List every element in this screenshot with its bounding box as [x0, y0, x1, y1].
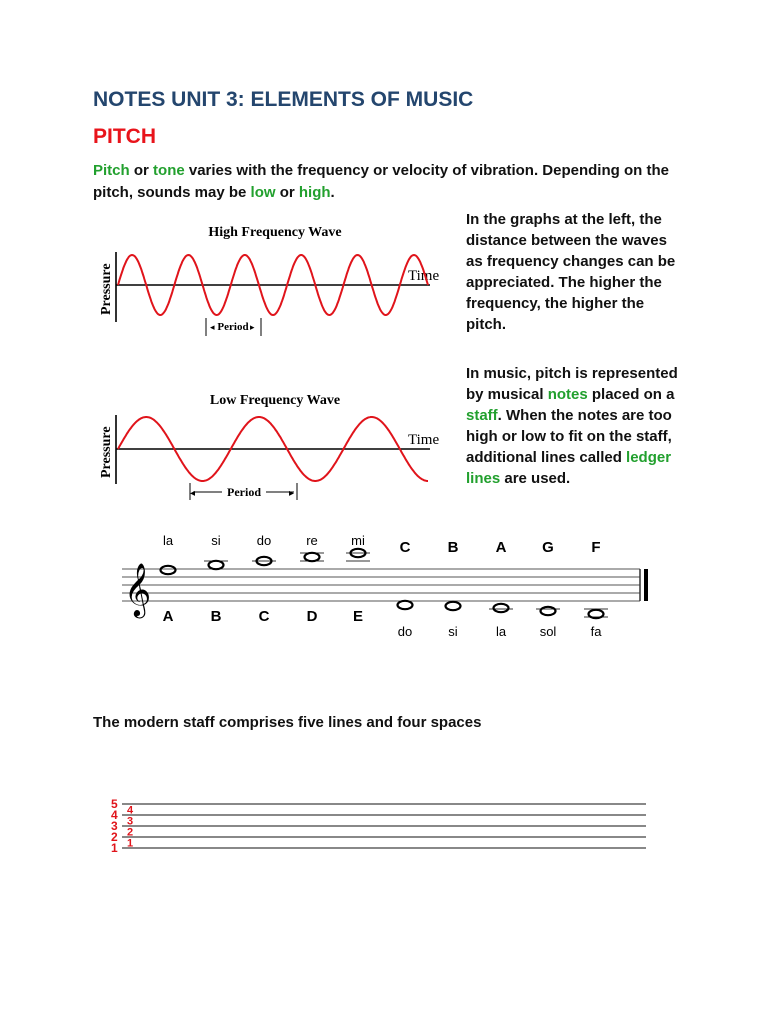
lower-letter-label: B [447, 539, 459, 556]
whole-note [398, 601, 413, 609]
explanation-text: In music, pitch is represented by musical [466, 365, 678, 403]
page-title: NOTES UNIT 3: ELEMENTS OF MUSIC [93, 88, 474, 111]
lower-solfege-label: fa [590, 624, 602, 639]
line-number: 3 [111, 819, 118, 833]
space-number: 1 [127, 837, 134, 850]
whole-note [589, 610, 604, 618]
upper-notes-group [161, 533, 371, 625]
high-wave-y-label: Pressure [99, 263, 114, 315]
whole-note [494, 604, 509, 612]
period-arrow-right-icon: ▸ [250, 322, 255, 332]
explanation-text: placed on a [587, 386, 675, 403]
whole-note [209, 561, 224, 569]
term-low: low [250, 184, 276, 201]
term-staff: staff [466, 407, 498, 424]
line-number: 4 [111, 808, 118, 822]
term-high: high [298, 184, 331, 201]
low-wave-y-label: Pressure [99, 426, 114, 478]
high-wave-curve [118, 255, 428, 315]
low-wave-title: Low Frequency Wave [209, 393, 341, 408]
intro-paragraph [93, 160, 693, 204]
term-pitch: Pitch [93, 162, 130, 179]
upper-solfege-label: re [306, 533, 318, 548]
space-number: 2 [127, 826, 134, 839]
explanation-text: are used. [500, 470, 571, 487]
lower-solfege-label: la [495, 624, 507, 639]
space-number: 4 [127, 804, 134, 817]
upper-letter-label: C [258, 608, 270, 625]
explanation-text: . When the notes are too high or low to fit on the staff, additional lines called [466, 407, 672, 466]
lower-solfege-label: si [448, 624, 458, 639]
lower-notes-group [398, 539, 609, 639]
upper-letter-label: D [306, 608, 318, 625]
section-heading-pitch: PITCH [93, 125, 156, 148]
low-wave-x-label: Time [408, 432, 440, 448]
high-wave-x-label: Time [408, 268, 440, 284]
upper-solfege-label: mi [351, 533, 365, 548]
high-period-label: Period [217, 321, 249, 333]
term-notes: notes [547, 386, 588, 403]
treble-clef-icon: 𝄞 [124, 562, 152, 616]
intro-text: or [129, 162, 154, 179]
upper-solfege-label: si [211, 533, 221, 548]
lower-letter-label: F [591, 539, 601, 556]
upper-letter-label: E [352, 608, 364, 625]
whole-note [351, 549, 366, 557]
whole-note [541, 607, 556, 615]
whole-note [161, 566, 176, 574]
low-wave-curve [118, 417, 428, 481]
term-tone: tone [153, 162, 185, 179]
period-arrow-left-icon: ◂ [190, 488, 196, 499]
graph-explanation: In the graphs at the left, the distance between the waves as frequency changes can be appreciated. The higher the frequency, the higher the pitch. [466, 211, 676, 333]
staff-lines [122, 569, 640, 601]
line-number: 5 [111, 797, 118, 811]
lower-solfege-label: do [397, 624, 413, 639]
space-number: 3 [127, 815, 134, 828]
intro-text: or [275, 184, 299, 201]
period-arrow-right-icon: ▸ [289, 488, 295, 499]
upper-letter-label: B [210, 608, 222, 625]
lower-letter-label: A [495, 539, 507, 556]
intro-text: varies with the frequency or velocity of vibration. Depending on the pitch, sounds may be [93, 162, 669, 201]
upper-solfege-label: do [256, 533, 272, 548]
whole-note [305, 553, 320, 561]
high-wave-title: High Frequency Wave [208, 225, 342, 240]
upper-solfege-label: la [162, 533, 174, 548]
line-number: 1 [111, 841, 118, 855]
staff-statement: The modern staff comprises five lines and four spaces [93, 714, 482, 731]
lower-solfege-label: sol [539, 624, 557, 639]
period-arrow-left-icon: ◂ [210, 322, 215, 332]
intro-text: . [330, 184, 335, 201]
whole-note [446, 602, 461, 610]
lower-letter-label: C [399, 539, 411, 556]
term-ledger-lines: ledger lines [466, 449, 672, 487]
whole-note [257, 557, 272, 565]
line-number: 2 [111, 830, 118, 844]
numbered-staff-lines [111, 797, 646, 855]
lower-letter-label: G [542, 539, 554, 556]
low-period-label: Period [227, 485, 261, 499]
notes-explanation [466, 363, 681, 489]
upper-letter-label: A [162, 608, 174, 625]
